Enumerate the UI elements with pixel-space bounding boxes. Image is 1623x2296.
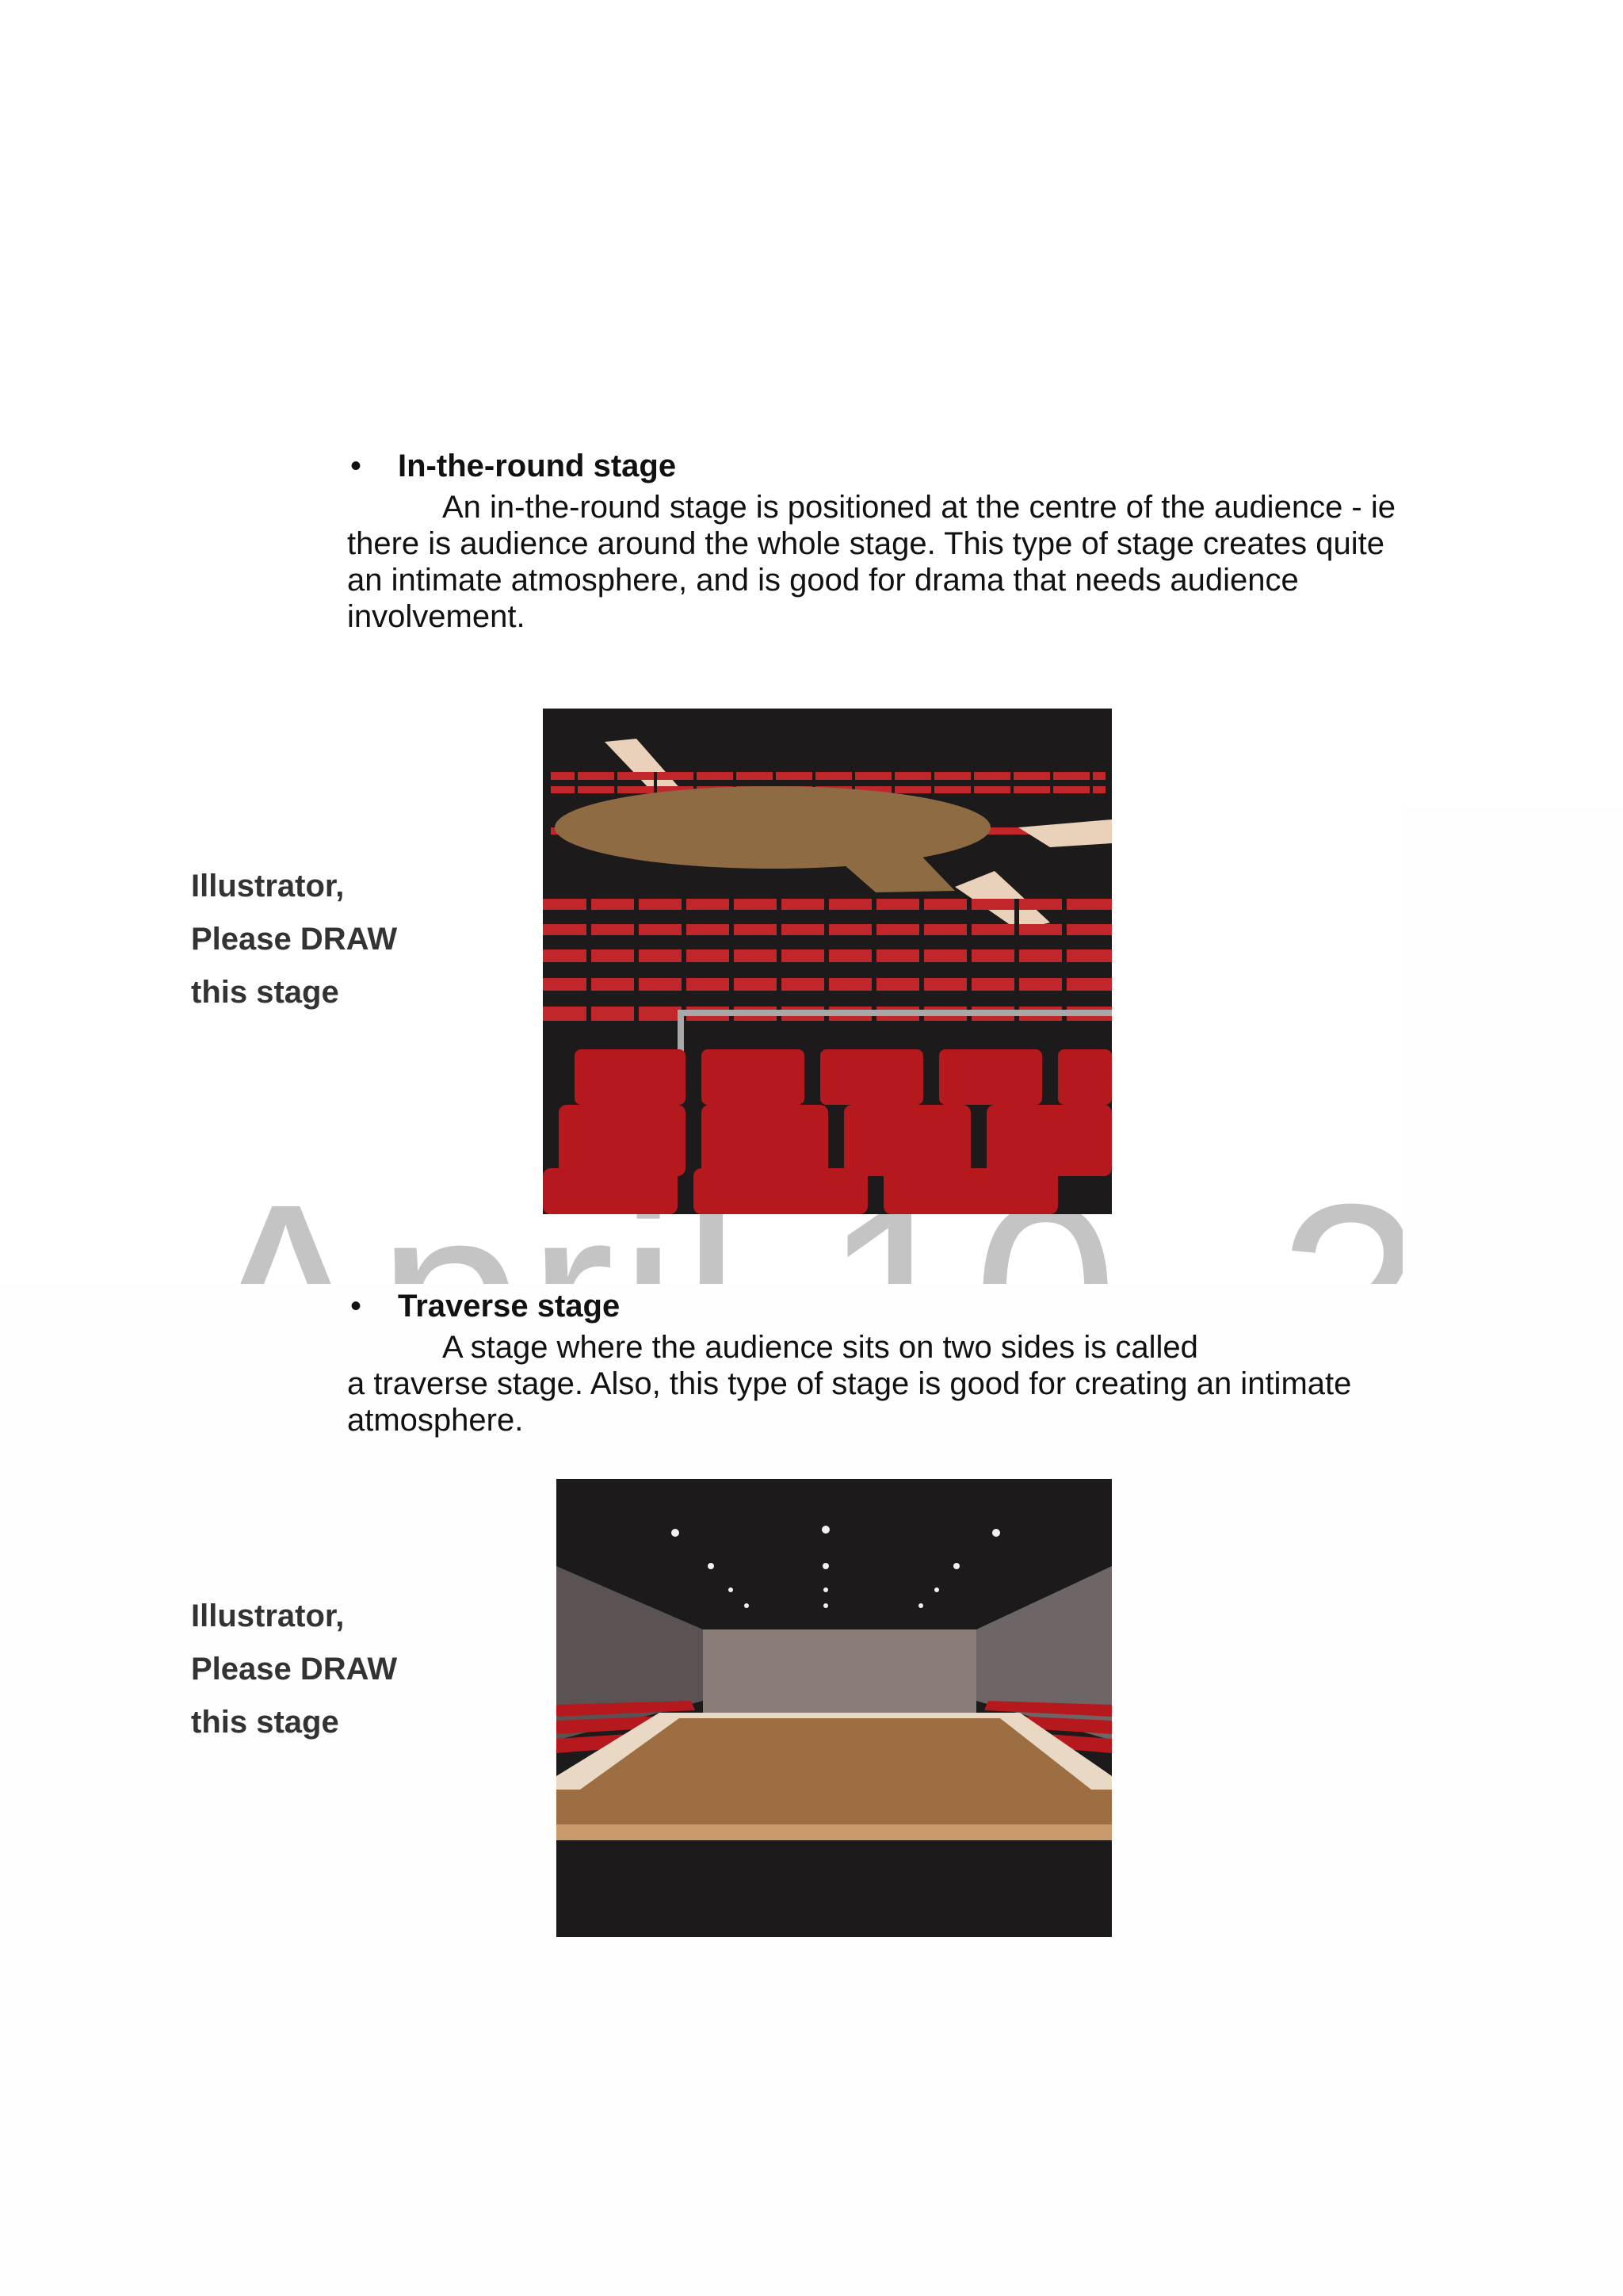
note-line: Please DRAW [191, 922, 398, 957]
illustrator-note [191, 1590, 397, 1749]
body-line: a traverse stage. Also, this type of stage is good for creating an intimate [347, 1366, 1352, 1401]
bullet-icon: • [350, 449, 362, 483]
watermark-mask-right [1403, 808, 1623, 1300]
body-line: there is audience around the whole stage. This type of stage creates quite [347, 526, 1384, 561]
note-line: this stage [191, 1705, 339, 1740]
section-body [347, 489, 1425, 635]
note-line: this stage [191, 975, 339, 1010]
note-line: Please DRAW [191, 1652, 398, 1687]
traverse-stage-illustration [556, 1479, 1112, 1937]
note-line: Illustrator, [191, 869, 345, 904]
section-heading: In-the-round stage [398, 449, 677, 483]
section-in-the-round [347, 449, 1425, 635]
section-heading-row [347, 1289, 1425, 1324]
theatre-in-the-round-illustration [543, 709, 1112, 1214]
body-line: A stage where the audience sits on two sides is called [442, 1330, 1198, 1365]
body-line: atmosphere. [347, 1403, 524, 1438]
illustrator-note [191, 860, 397, 1019]
section-heading: Traverse stage [398, 1289, 621, 1324]
theatre-in-the-round-icon [543, 709, 1112, 1214]
section-body [347, 1329, 1425, 1438]
body-line: involvement. [347, 599, 525, 634]
note-line: Illustrator, [191, 1599, 345, 1633]
traverse-stage-icon [556, 1479, 1112, 1937]
body-line: An in-the-round stage is positioned at the centre of the audience - ie [442, 490, 1396, 525]
body-line: an intimate atmosphere, and is good for drama that needs audience [347, 563, 1299, 598]
bullet-icon: • [350, 1289, 362, 1324]
section-traverse [347, 1289, 1425, 1438]
section-heading-row [347, 449, 1425, 484]
